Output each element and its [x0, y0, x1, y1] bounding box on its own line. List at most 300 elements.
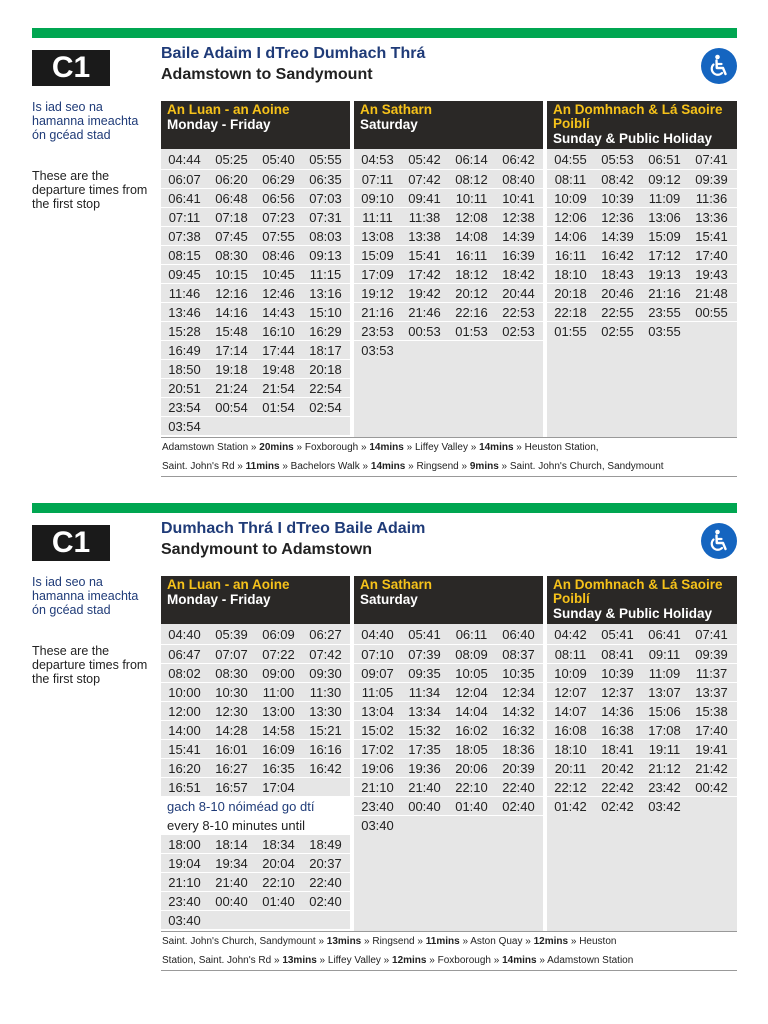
time-rows — [161, 149, 350, 435]
table-row — [354, 226, 543, 245]
departure-time: 20:42 — [601, 760, 634, 776]
via-line: Station, Saint. John's Rd » 13mins » Liffey Valley » 12mins » Foxborough » 14mins » Adamstown Station — [162, 955, 634, 966]
header-irish: An Domhnach & Lá Saoire Poiblí — [553, 577, 723, 606]
table-row — [354, 815, 543, 834]
departure-time: 09:35 — [408, 665, 441, 681]
departure-time: 01:54 — [262, 399, 295, 415]
departure-time: 15:41 — [168, 741, 201, 757]
departure-time: 08:46 — [262, 247, 295, 263]
departure-time: 01:55 — [554, 323, 587, 339]
departure-time: 16:02 — [455, 722, 488, 738]
header-irish: An Domhnach & Lá Saoire Poiblí — [553, 102, 723, 131]
departure-time: 11:34 — [408, 684, 441, 700]
departure-time: 20:04 — [262, 855, 295, 871]
table-row — [547, 169, 737, 188]
departure-time: 01:42 — [554, 798, 587, 814]
table-row — [354, 777, 543, 796]
column-header — [547, 576, 737, 624]
departure-time: 00:53 — [408, 323, 441, 339]
column-header — [161, 101, 350, 149]
table-row — [547, 149, 737, 169]
departure-time: 09:39 — [695, 646, 728, 662]
departure-time: 23:54 — [168, 399, 201, 415]
departure-time: 10:11 — [455, 190, 488, 206]
table-row — [161, 758, 350, 777]
departure-time: 12:16 — [215, 285, 248, 301]
departure-time: 12:04 — [455, 684, 488, 700]
departure-time: 11:11 — [362, 209, 393, 225]
departure-time: 06:14 — [455, 151, 488, 167]
table-row — [161, 283, 350, 302]
departure-time: 06:29 — [262, 171, 295, 187]
departure-time: 10:41 — [502, 190, 535, 206]
table-row — [161, 188, 350, 207]
departure-time: 14:08 — [455, 228, 488, 244]
departure-time: 16:39 — [502, 247, 535, 263]
departure-time: 05:39 — [215, 626, 248, 642]
departure-time: 06:56 — [262, 190, 295, 206]
table-row — [547, 682, 737, 701]
departure-time: 22:12 — [554, 779, 587, 795]
table-row — [354, 207, 543, 226]
table-row — [161, 872, 350, 891]
departure-time: 16:32 — [502, 722, 535, 738]
note-irish: Is iad seo na hamanna imeachta ón gcéad stad — [32, 575, 139, 617]
departure-time: 06:20 — [215, 171, 248, 187]
table-row — [161, 853, 350, 872]
table-row — [547, 624, 737, 644]
departure-time: 16:29 — [309, 323, 342, 339]
time-rows — [161, 624, 350, 929]
departure-time: 21:54 — [262, 380, 295, 396]
departure-time: 22:53 — [502, 304, 535, 320]
departure-time: 13:38 — [408, 228, 441, 244]
table-row — [161, 720, 350, 739]
departure-time: 12:37 — [601, 684, 634, 700]
departure-time: 11:00 — [262, 684, 295, 700]
departure-time: 07:23 — [262, 209, 295, 225]
departure-time: 06:27 — [309, 626, 342, 642]
departure-time: 14:06 — [554, 228, 587, 244]
table-row — [547, 758, 737, 777]
departure-time: 20:12 — [455, 285, 488, 301]
table-row — [161, 397, 350, 416]
departure-time: 14:00 — [168, 722, 201, 738]
table-row — [354, 663, 543, 682]
departure-time: 15:48 — [215, 323, 248, 339]
departure-time: 15:09 — [361, 247, 394, 263]
departure-time: 22:10 — [455, 779, 488, 795]
departure-time: 12:00 — [168, 703, 201, 719]
departure-time: 19:36 — [408, 760, 441, 776]
table-row — [354, 188, 543, 207]
departure-time: 11:46 — [168, 285, 201, 301]
departure-time: 03:53 — [361, 342, 394, 358]
departure-time: 21:10 — [168, 874, 201, 890]
departure-time: 22:40 — [502, 779, 535, 795]
departure-time: 23:42 — [648, 779, 681, 795]
departure-time: 13:30 — [309, 703, 342, 719]
departure-time: 14:04 — [455, 703, 488, 719]
column-header — [354, 576, 543, 624]
departure-time: 19:04 — [168, 855, 201, 871]
table-row — [161, 796, 350, 815]
departure-time: 18:34 — [262, 836, 295, 852]
departure-time: 12:38 — [502, 209, 535, 225]
departure-time: 08:30 — [215, 247, 248, 263]
departure-time: 14:39 — [601, 228, 634, 244]
note-irish: Is iad seo na hamanna imeachta ón gcéad stad — [32, 100, 139, 142]
departure-time: 03:42 — [648, 798, 681, 814]
departure-time: 14:28 — [215, 722, 248, 738]
departure-time: 05:42 — [408, 151, 441, 167]
table-row — [354, 283, 543, 302]
departure-time: 18:10 — [554, 266, 587, 282]
departure-time: 09:45 — [168, 266, 201, 282]
table-row — [354, 796, 543, 815]
departure-time: 12:08 — [455, 209, 488, 225]
departure-time: 07:11 — [361, 171, 394, 187]
departure-time: 04:55 — [554, 151, 587, 167]
table-row — [161, 416, 350, 435]
departure-time: 08:37 — [502, 646, 535, 662]
departure-time: 00:54 — [215, 399, 248, 415]
title-irish: Dumhach Thrá I dTreo Baile Adaim — [161, 520, 426, 537]
departure-time: 13:37 — [695, 684, 728, 700]
departure-time: 18:50 — [168, 361, 201, 377]
departure-time: 17:02 — [361, 741, 394, 757]
departure-time: 16:08 — [554, 722, 587, 738]
departure-time: 16:57 — [215, 779, 248, 795]
departure-time: 17:14 — [215, 342, 248, 358]
table-row — [161, 682, 350, 701]
departure-time: 20:37 — [309, 855, 342, 871]
departure-time: 20:39 — [502, 760, 535, 776]
departure-time: 17:35 — [408, 741, 441, 757]
header-english: Sunday & Public Holiday — [553, 131, 713, 146]
departure-time: 06:41 — [168, 190, 201, 206]
departure-time: 08:15 — [168, 247, 201, 263]
departure-time: 16:49 — [168, 342, 201, 358]
departure-time: 01:53 — [455, 323, 488, 339]
departure-time: 17:09 — [361, 266, 394, 282]
departure-time: 16:11 — [554, 247, 587, 263]
departure-time: 05:41 — [601, 626, 634, 642]
title-english: Sandymount to Adamstown — [161, 541, 372, 558]
departure-time: 12:06 — [554, 209, 587, 225]
green-route-bar — [32, 28, 737, 38]
departure-time: 18:17 — [309, 342, 342, 358]
table-row — [547, 245, 737, 264]
departure-time: 12:34 — [502, 684, 535, 700]
departure-time: 08:40 — [502, 171, 535, 187]
departure-time: 07:45 — [215, 228, 248, 244]
title-english: Adamstown to Sandymount — [161, 66, 373, 83]
table-row — [354, 264, 543, 283]
departure-time: 08:09 — [455, 646, 488, 662]
table-row — [161, 359, 350, 378]
departure-time: 17:04 — [262, 779, 295, 795]
departure-time: 06:09 — [262, 626, 295, 642]
table-row — [354, 624, 543, 644]
via-line: Saint. John's Rd » 11mins » Bachelors Walk » 14mins » Ringsend » 9mins » Saint. John's Church, Sandymount — [162, 461, 664, 472]
table-row — [547, 302, 737, 321]
departure-time: 13:16 — [309, 285, 342, 301]
header-irish: An Satharn — [360, 577, 433, 592]
departure-time: 10:09 — [554, 190, 587, 206]
departure-time: 07:55 — [262, 228, 295, 244]
departure-time: 22:55 — [601, 304, 634, 320]
table-row — [354, 701, 543, 720]
table-row — [161, 321, 350, 340]
departure-time: 21:10 — [361, 779, 394, 795]
departure-time: 13:08 — [361, 228, 394, 244]
departure-time: 03:54 — [168, 418, 201, 434]
table-row — [161, 644, 350, 663]
table-row — [161, 302, 350, 321]
departure-time: 22:10 — [262, 874, 295, 890]
table-row — [547, 283, 737, 302]
departure-time: 19:42 — [408, 285, 441, 301]
departure-time: 18:00 — [168, 836, 201, 852]
departure-time: 23:55 — [648, 304, 681, 320]
departure-time: 19:12 — [361, 285, 394, 301]
departure-time: 16:51 — [168, 779, 201, 795]
departure-time: 22:40 — [309, 874, 342, 890]
note-english: These are the departure times from the first stop — [32, 644, 148, 686]
departure-time: 12:36 — [601, 209, 634, 225]
departure-time: 07:18 — [215, 209, 248, 225]
header-english: Saturday — [360, 117, 418, 132]
table-row — [354, 149, 543, 169]
table-row — [547, 188, 737, 207]
departure-time: 15:21 — [309, 722, 342, 738]
departure-time: 15:28 — [168, 323, 201, 339]
departure-time: 11:09 — [648, 190, 681, 206]
departure-time: 11:36 — [695, 190, 728, 206]
departure-time: 17:40 — [695, 247, 728, 263]
table-row — [161, 663, 350, 682]
departure-time: 09:00 — [262, 665, 295, 681]
departure-time: 02:40 — [502, 798, 535, 814]
frequency-note-english: every 8-10 minutes until — [167, 817, 306, 833]
departure-time: 09:12 — [648, 171, 681, 187]
departure-time: 09:39 — [695, 171, 728, 187]
departure-time: 21:42 — [695, 760, 728, 776]
departure-time: 04:40 — [168, 626, 201, 642]
departure-time: 05:41 — [408, 626, 441, 642]
via-line: Saint. John's Church, Sandymount » 13mins » Ringsend » 11mins » Aston Quay » 12mins » Heuston — [162, 936, 617, 947]
departure-time: 13:34 — [408, 703, 441, 719]
time-rows — [354, 624, 543, 931]
departure-time: 20:51 — [168, 380, 201, 396]
departure-time: 16:38 — [601, 722, 634, 738]
departure-time: 18:14 — [215, 836, 248, 852]
departure-time: 02:53 — [502, 323, 535, 339]
table-row — [354, 739, 543, 758]
departure-time: 05:40 — [262, 151, 295, 167]
departure-time: 17:40 — [695, 722, 728, 738]
departure-time: 07:31 — [309, 209, 342, 225]
departure-time: 16:35 — [262, 760, 295, 776]
header-english: Monday - Friday — [167, 117, 271, 132]
table-row — [161, 226, 350, 245]
departure-time: 08:41 — [601, 646, 634, 662]
departure-time: 19:41 — [695, 741, 728, 757]
table-row — [161, 264, 350, 283]
departure-time: 19:48 — [262, 361, 295, 377]
departure-time: 13:06 — [648, 209, 681, 225]
departure-time: 23:40 — [168, 893, 201, 909]
departure-time: 17:42 — [408, 266, 441, 282]
departure-time: 19:18 — [215, 361, 248, 377]
header-irish: An Luan - an Aoine — [167, 102, 290, 117]
departure-time: 09:11 — [648, 646, 681, 662]
departure-time: 14:43 — [262, 304, 295, 320]
departure-time: 20:18 — [554, 285, 587, 301]
frequency-note-irish: gach 8-10 nóiméad go dtí — [167, 798, 315, 814]
table-row — [161, 834, 350, 853]
departure-time: 08:11 — [554, 171, 587, 187]
departure-time: 10:30 — [215, 684, 248, 700]
departure-time: 16:42 — [309, 760, 342, 776]
column-saturday — [354, 576, 543, 931]
departure-time: 07:10 — [361, 646, 394, 662]
departure-time: 10:39 — [601, 190, 634, 206]
departure-time: 18:05 — [455, 741, 488, 757]
table-row — [161, 739, 350, 758]
departure-time: 09:30 — [309, 665, 342, 681]
table-row — [547, 701, 737, 720]
table-row — [354, 720, 543, 739]
column-monday-friday — [161, 101, 350, 435]
table-row — [161, 149, 350, 169]
departure-time: 06:42 — [502, 151, 535, 167]
departure-time: 15:38 — [695, 703, 728, 719]
departure-time: 07:38 — [168, 228, 201, 244]
table-row — [547, 663, 737, 682]
departure-time: 07:41 — [695, 626, 728, 642]
note-english: These are the departure times from the first stop — [32, 169, 148, 211]
departure-time: 22:42 — [601, 779, 634, 795]
departure-time: 16:16 — [309, 741, 342, 757]
departure-time: 16:10 — [262, 323, 295, 339]
table-row — [161, 378, 350, 397]
departure-time: 07:42 — [408, 171, 441, 187]
table-row — [547, 720, 737, 739]
departure-time: 22:18 — [554, 304, 587, 320]
departure-time: 16:01 — [215, 741, 248, 757]
departure-time: 10:39 — [601, 665, 634, 681]
table-row — [547, 226, 737, 245]
departure-time: 18:36 — [502, 741, 535, 757]
table-row — [547, 739, 737, 758]
table-row — [161, 891, 350, 910]
departure-time: 07:22 — [262, 646, 295, 662]
table-row — [547, 644, 737, 663]
departure-time: 21:40 — [215, 874, 248, 890]
departure-time: 08:11 — [554, 646, 587, 662]
departure-time: 07:41 — [695, 151, 728, 167]
departure-time: 03:40 — [361, 817, 394, 833]
departure-time: 16:11 — [455, 247, 488, 263]
departure-time: 10:15 — [215, 266, 248, 282]
departure-time: 21:46 — [408, 304, 441, 320]
column-sunday-holiday — [547, 576, 737, 931]
departure-time: 21:16 — [361, 304, 394, 320]
departure-time: 21:12 — [648, 760, 681, 776]
departure-time: 11:09 — [648, 665, 681, 681]
departure-time: 01:40 — [262, 893, 295, 909]
departure-time: 07:42 — [309, 646, 342, 662]
table-row — [161, 701, 350, 720]
departure-time: 19:43 — [695, 266, 728, 282]
departure-time: 06:11 — [455, 626, 488, 642]
departure-time: 14:39 — [502, 228, 535, 244]
departure-time: 12:07 — [554, 684, 587, 700]
table-row — [354, 682, 543, 701]
departure-time: 11:30 — [309, 684, 342, 700]
departure-time: 05:25 — [215, 151, 248, 167]
departure-time: 00:40 — [215, 893, 248, 909]
departure-time: 06:48 — [215, 190, 248, 206]
header-irish: An Satharn — [360, 102, 433, 117]
departure-time: 15:32 — [408, 722, 441, 738]
departure-time: 23:53 — [361, 323, 394, 339]
departure-time: 06:35 — [309, 171, 342, 187]
departure-time: 02:54 — [309, 399, 342, 415]
departure-time: 14:36 — [601, 703, 634, 719]
table-row — [354, 340, 543, 359]
departure-time: 13:46 — [168, 304, 201, 320]
departure-time: 14:32 — [502, 703, 535, 719]
departure-time: 18:41 — [601, 741, 634, 757]
departure-time: 07:39 — [408, 646, 441, 662]
departure-time: 05:55 — [309, 151, 342, 167]
departure-time: 21:24 — [215, 380, 248, 396]
departure-time: 15:09 — [648, 228, 681, 244]
departure-time: 12:30 — [215, 703, 248, 719]
table-row — [161, 169, 350, 188]
departure-time: 17:44 — [262, 342, 295, 358]
header-english: Monday - Friday — [167, 592, 271, 607]
table-row — [547, 796, 737, 815]
route-via-stops — [161, 437, 737, 477]
departure-time: 14:58 — [262, 722, 295, 738]
table-row — [354, 644, 543, 663]
departure-time: 20:11 — [554, 760, 587, 776]
departure-time: 16:09 — [262, 741, 295, 757]
departure-time: 14:07 — [554, 703, 587, 719]
departure-time: 10:35 — [502, 665, 535, 681]
departure-time: 06:40 — [502, 626, 535, 642]
departure-time: 20:46 — [601, 285, 634, 301]
departure-time: 10:00 — [168, 684, 201, 700]
time-rows — [547, 624, 737, 931]
departure-time: 04:42 — [554, 626, 587, 642]
route-via-stops — [161, 931, 737, 971]
departure-time: 13:07 — [648, 684, 681, 700]
departure-time: 10:45 — [262, 266, 295, 282]
departure-time: 04:53 — [361, 151, 394, 167]
departure-time: 22:16 — [455, 304, 488, 320]
table-row — [161, 624, 350, 644]
departure-time: 03:55 — [648, 323, 681, 339]
header-english: Sunday & Public Holiday — [553, 606, 713, 621]
departure-time: 22:54 — [309, 380, 342, 396]
departure-time: 18:10 — [554, 741, 587, 757]
departure-time: 10:05 — [455, 665, 488, 681]
